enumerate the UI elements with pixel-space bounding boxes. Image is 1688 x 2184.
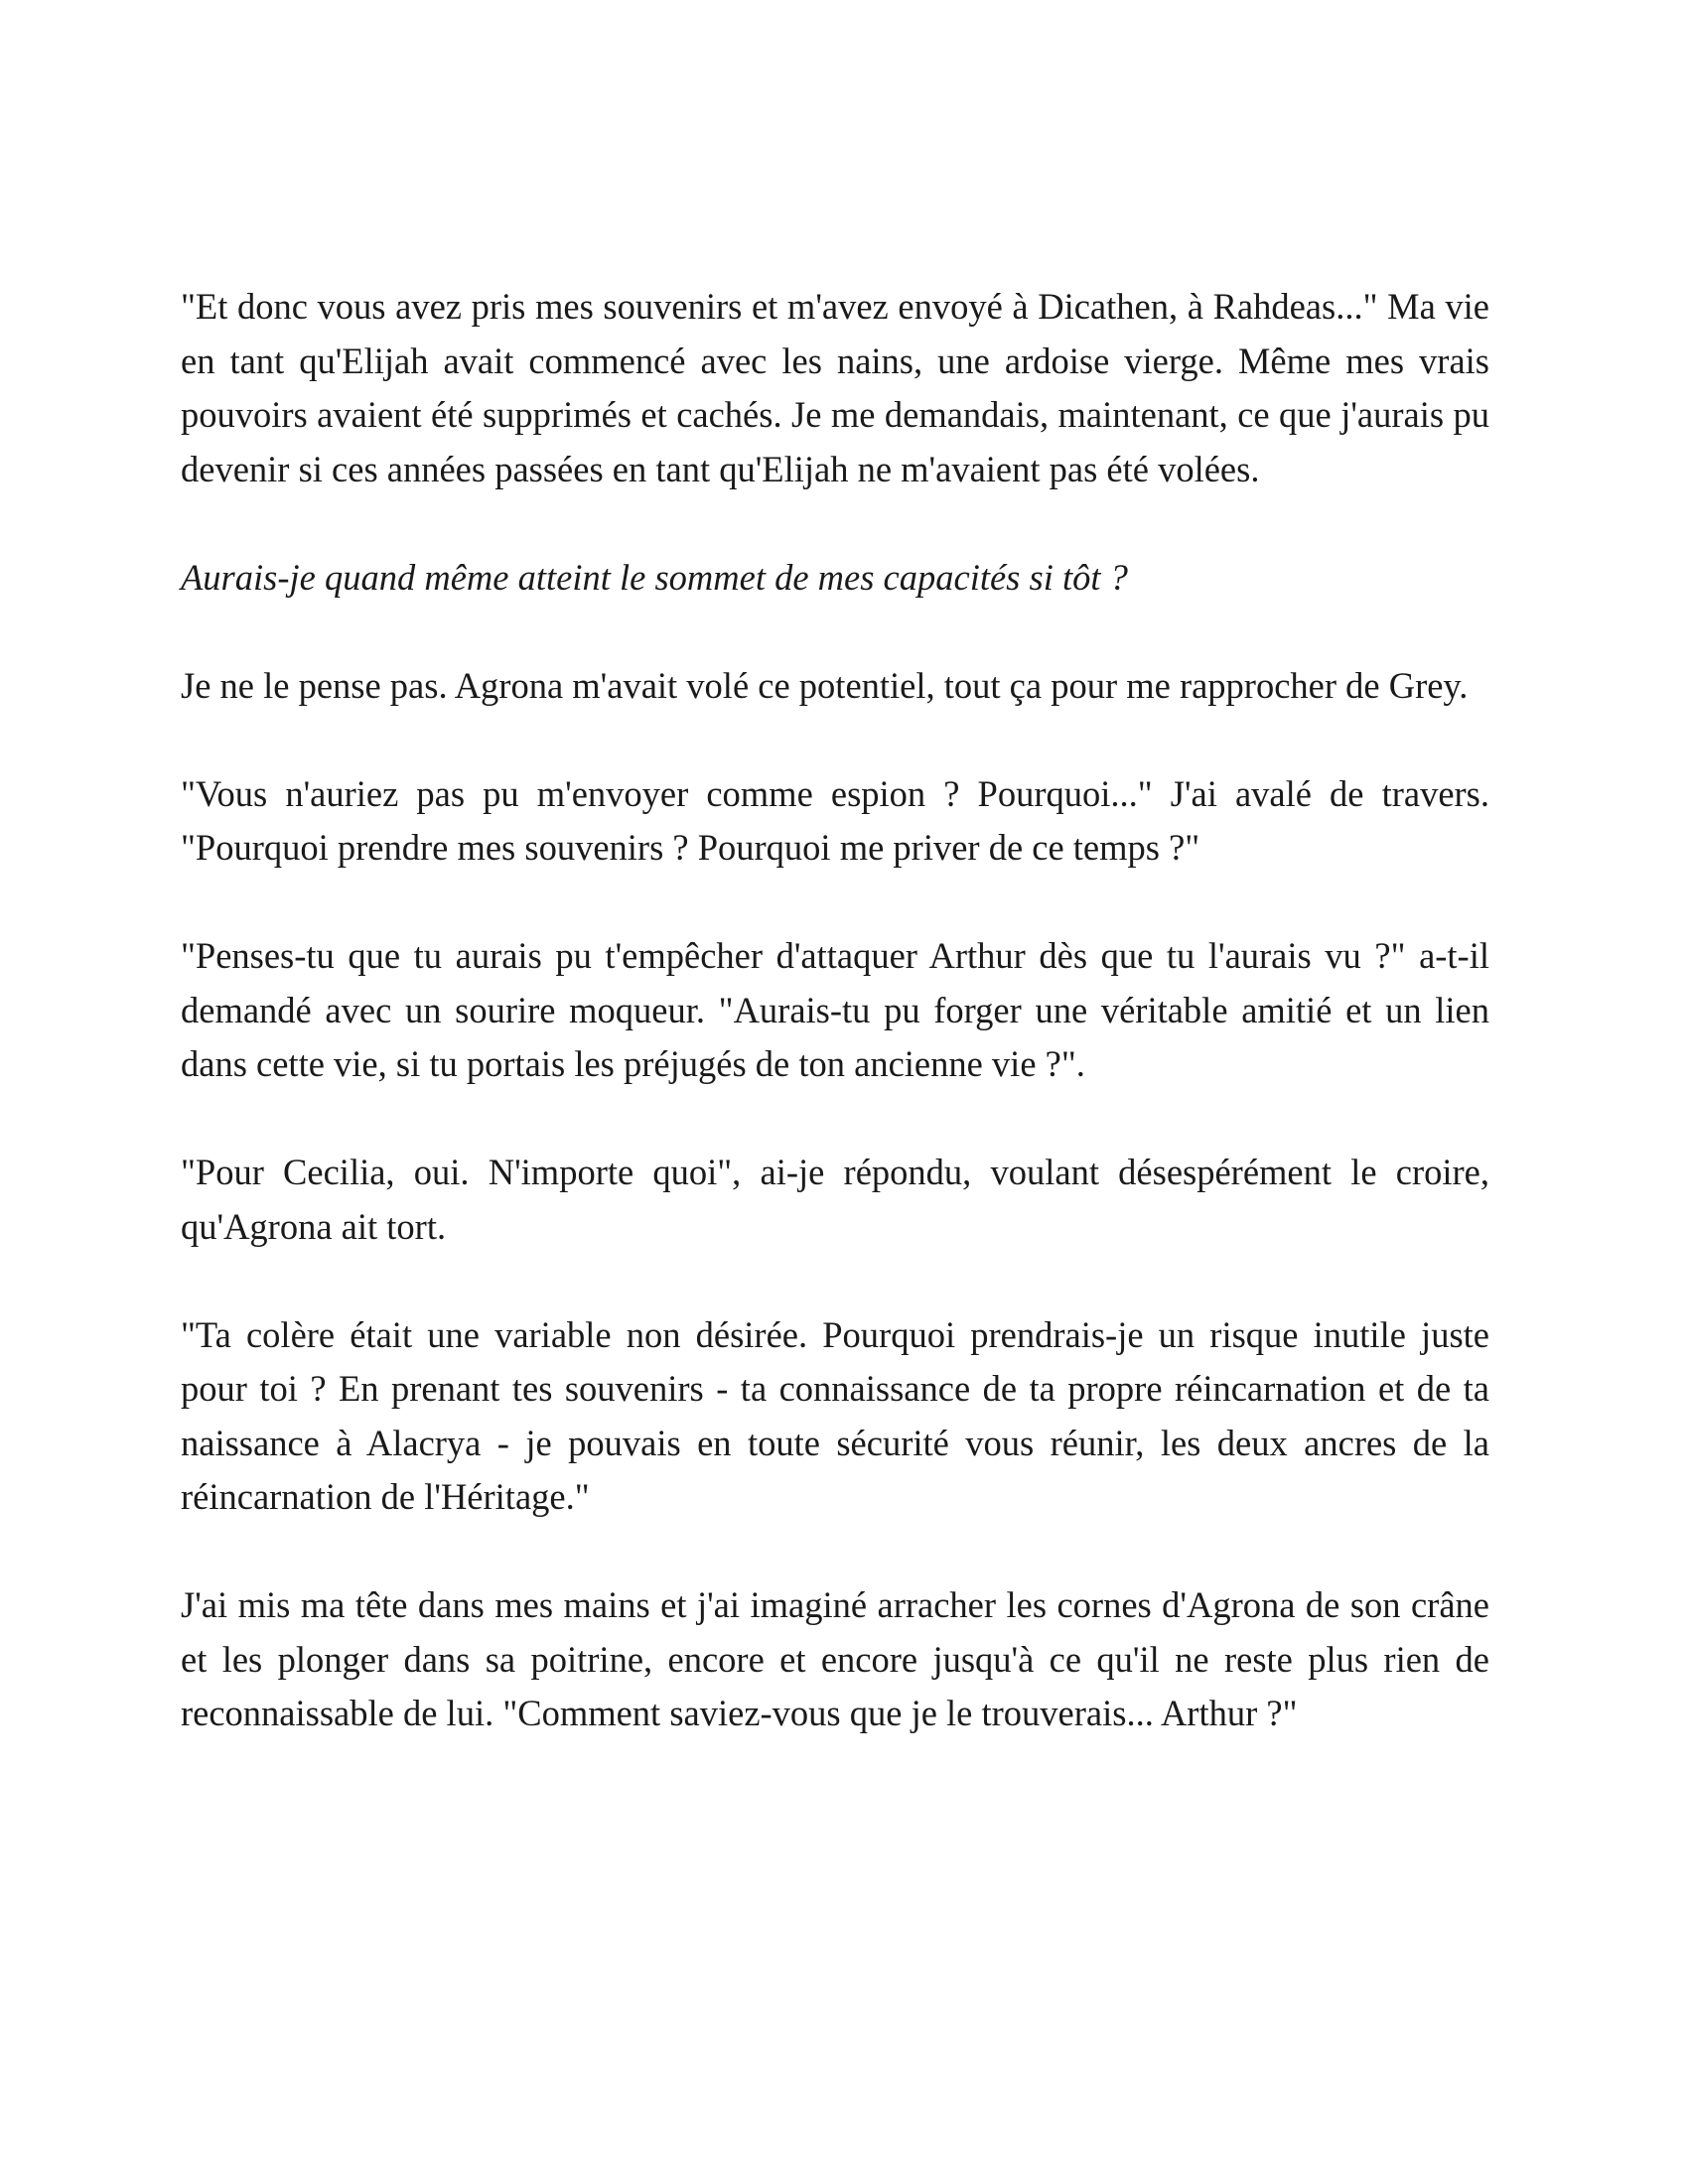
paragraph-stolen-potential: Je ne le pense pas. Agrona m'avait volé ce potentiel, tout ça pour me rapprocher de Grey. — [181, 664, 1469, 706]
document-page — [181, 280, 1489, 1795]
paragraph-cecilia-answer: "Pour Cecilia, oui. N'importe quoi", ai-je répondu, voulant désespérément le croire, qu'Agrona ait tort. — [181, 1152, 1489, 1247]
paragraph-anger-variable: "Ta colère était une variable non désirée. Pourquoi prendrais-je un risque inutile juste pour toi ? En prenant tes souvenirs - ta connaissance de ta propre réincarnation et de ta naissance à Alacrya - je pouvais en toute sécurité vous réunir, les deux ancres de la réincarnation de l'Héritage." — [181, 1313, 1489, 1517]
paragraph-memories-taken: "Et donc vous avez pris mes souvenirs et m'avez envoyé à Dicathen, à Rahdeas..." Ma vie en tant qu'Elijah avait commencé avec les nains, une ardoise vierge. Même mes vrais pouvoirs avaient été supprimés et cachés. Je me demandais, maintenant, ce que j'aurais pu devenir si ces années passées en tant qu'Elijah ne m'avaient pas été volées. — [181, 286, 1489, 489]
paragraph-inner-thought: Aurais-je quand même atteint le sommet de mes capacités si tôt ? — [181, 556, 1128, 598]
paragraph-spy-question: "Vous n'auriez pas pu m'envoyer comme espion ? Pourquoi..." J'ai avalé de travers. "Pourquoi prendre mes souvenirs ? Pourquoi me priver de ce temps ?" — [181, 772, 1489, 868]
paragraph-head-in-hands: J'ai mis ma tête dans mes mains et j'ai imaginé arracher les cornes d'Agrona de son crâne et les plonger dans sa poitrine, encore et encore jusqu'à ce qu'il ne reste plus rien de reconnaissable de lui. "Comment saviez-vous que je le trouverais... Arthur ?" — [181, 1584, 1489, 1733]
paragraph-agrona-reply: "Penses-tu que tu aurais pu t'empêcher d'attaquer Arthur dès que tu l'aurais vu ?" a-t-il demandé avec un sourire moqueur. "Aurais-tu pu forger une véritable amitié et un lien dans cette vie, si tu portais les préjugés de ton ancienne vie ?". — [181, 935, 1489, 1084]
